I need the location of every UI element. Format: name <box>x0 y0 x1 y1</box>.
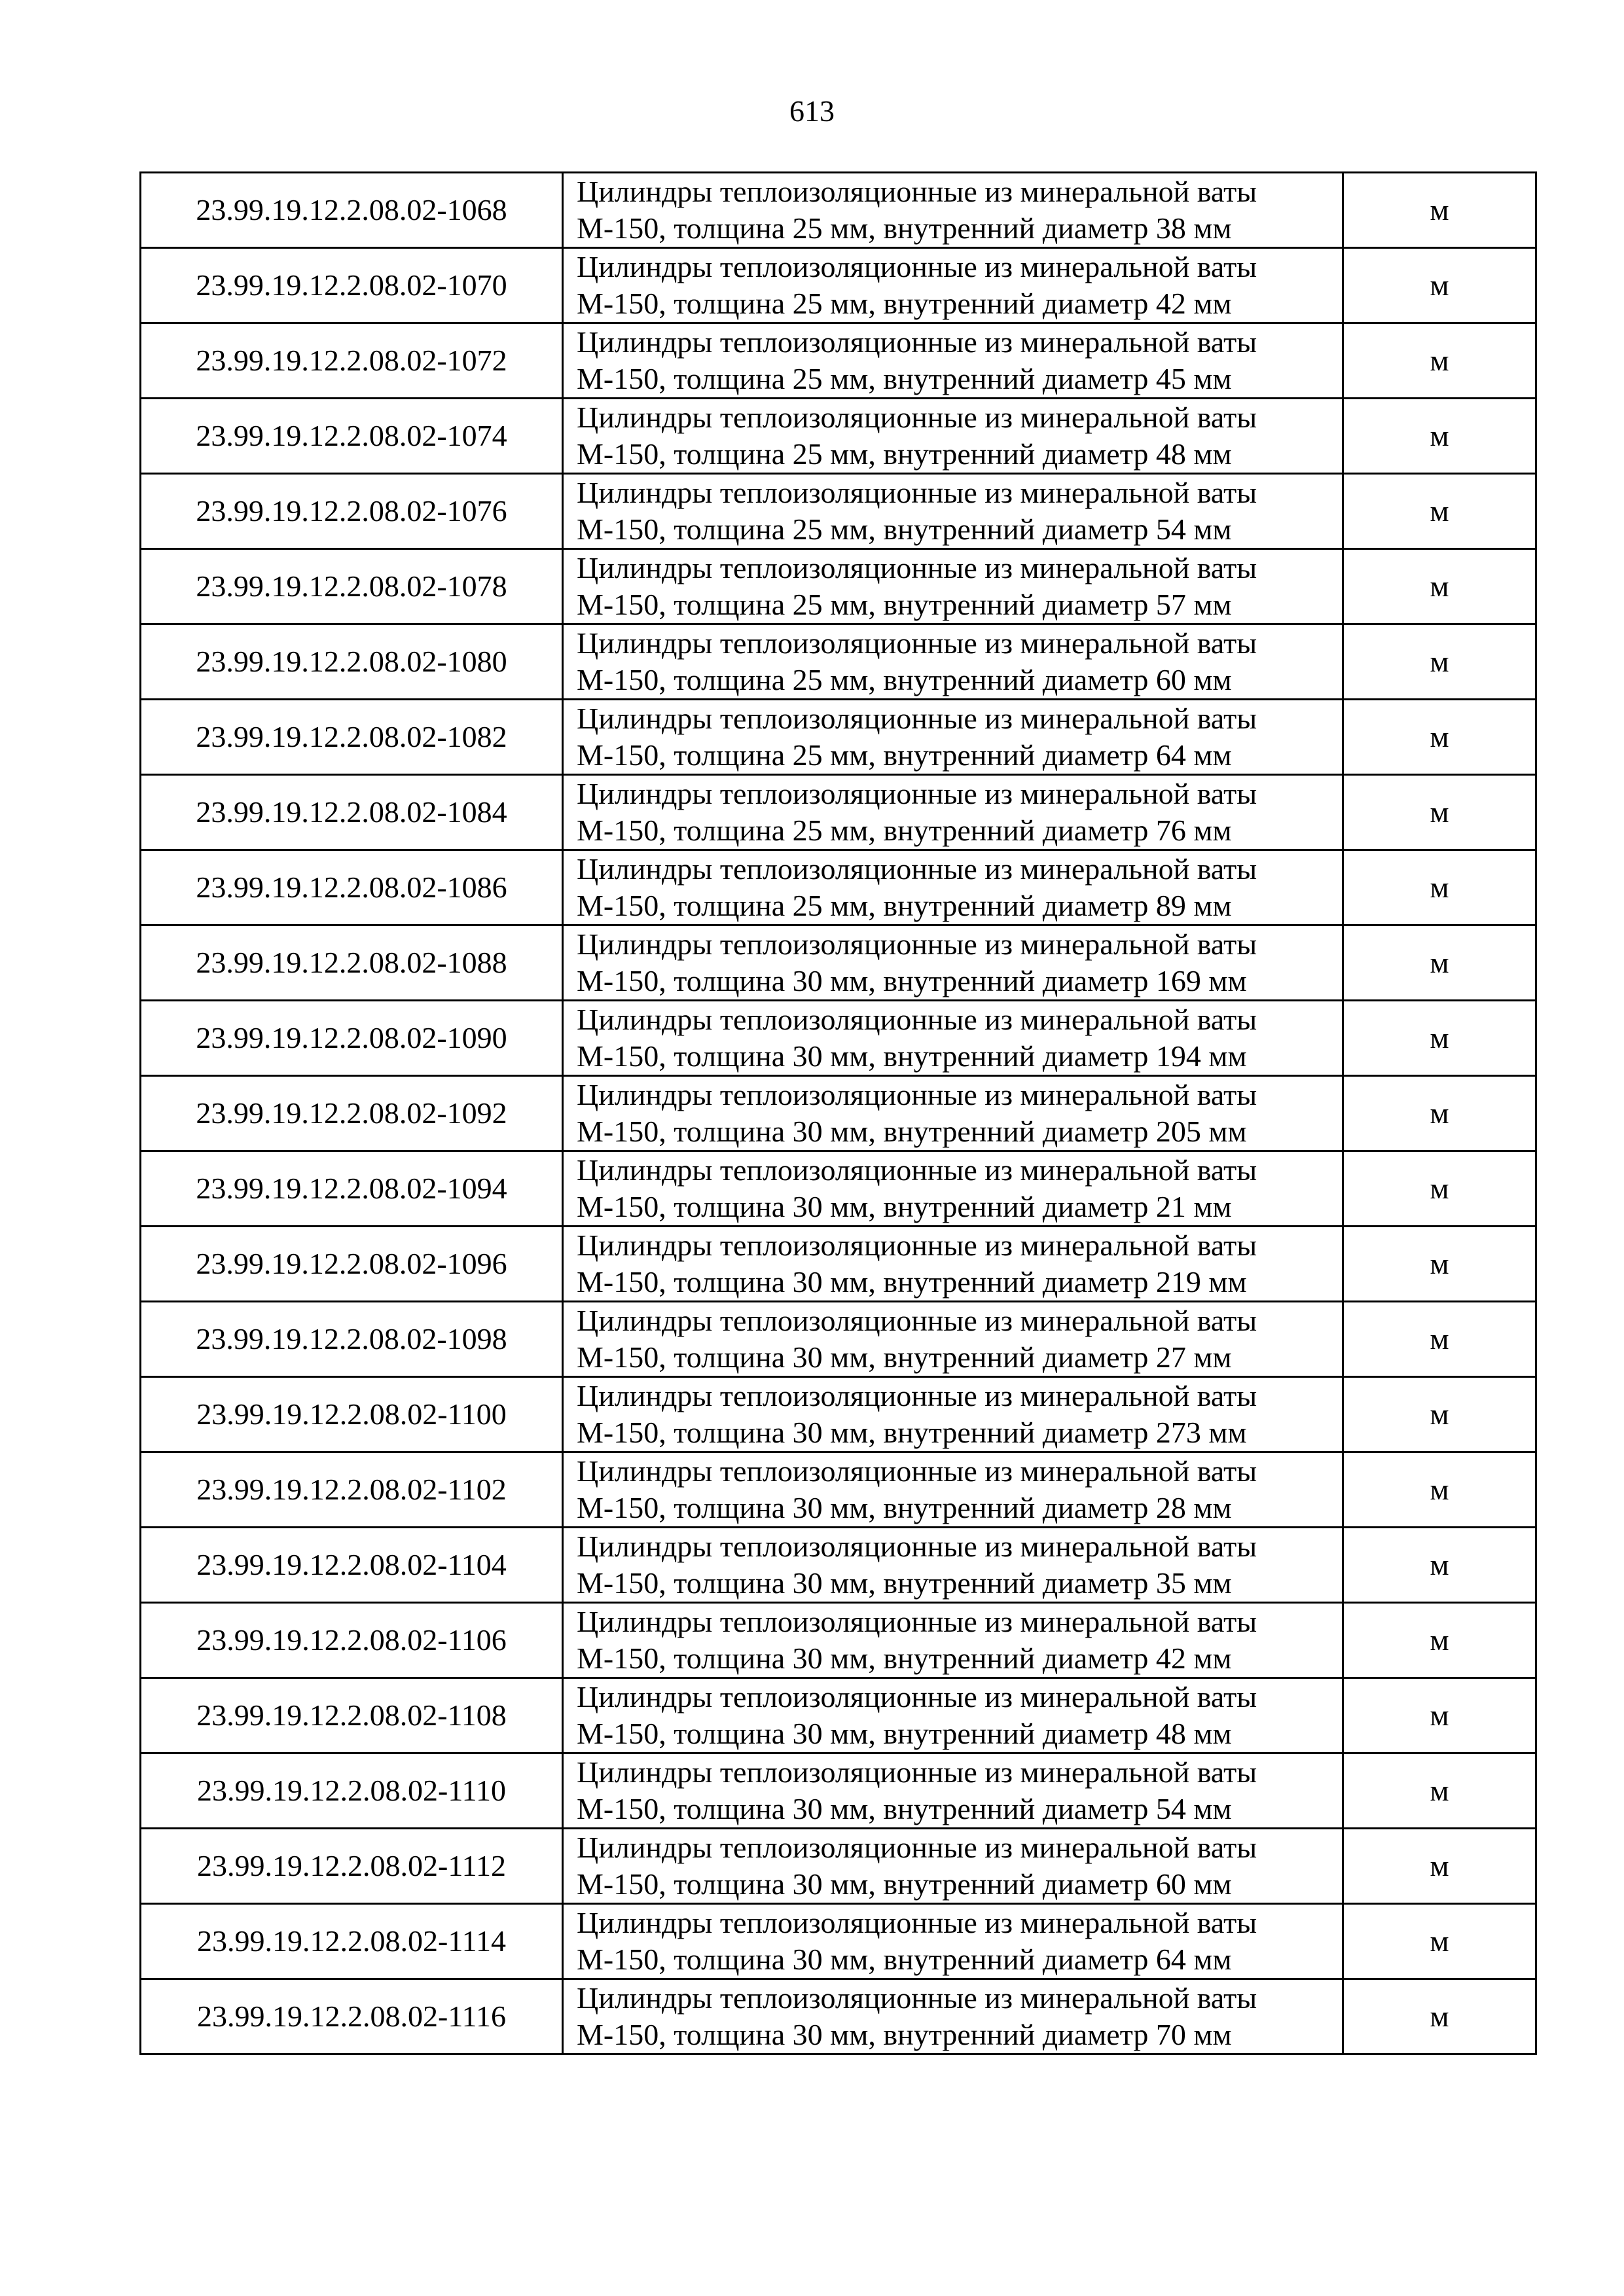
row-name <box>563 1753 1343 1829</box>
row-code: 23.99.19.12.2.08.02-1100 <box>141 1377 563 1452</box>
row-name-line-1: Цилиндры теплоизоляционные из минеральной ваты <box>577 250 1257 283</box>
materials-table <box>139 171 1537 2055</box>
row-unit: м <box>1343 1678 1536 1753</box>
row-code: 23.99.19.12.2.08.02-1106 <box>141 1603 563 1678</box>
row-name-line-2: М-150, толщина 30 мм, внутренний диаметр 70 мм <box>577 2018 1232 2051</box>
row-name-line-2: М-150, толщина 30 мм, внутренний диаметр 54 мм <box>577 1792 1232 1825</box>
table-row <box>141 1829 1536 1904</box>
row-unit: м <box>1343 1753 1536 1829</box>
row-unit: м <box>1343 1302 1536 1377</box>
row-name-line-2: М-150, толщина 25 мм, внутренний диаметр 38 мм <box>577 211 1232 245</box>
row-code: 23.99.19.12.2.08.02-1082 <box>141 700 563 775</box>
table-body <box>141 173 1536 2054</box>
row-name <box>563 1377 1343 1452</box>
row-unit: м <box>1343 1227 1536 1302</box>
row-name-line-2: М-150, толщина 25 мм, внутренний диаметр 57 мм <box>577 588 1232 621</box>
row-name-line-2: М-150, толщина 30 мм, внутренний диаметр 205 мм <box>577 1115 1247 1148</box>
row-unit: м <box>1343 925 1536 1001</box>
table-row <box>141 1227 1536 1302</box>
table-row <box>141 323 1536 399</box>
table-row <box>141 624 1536 700</box>
table-row <box>141 925 1536 1001</box>
row-name <box>563 474 1343 549</box>
row-unit: м <box>1343 173 1536 248</box>
row-unit: м <box>1343 1151 1536 1227</box>
row-code: 23.99.19.12.2.08.02-1080 <box>141 624 563 700</box>
row-name-line-1: Цилиндры теплоизоляционные из минеральной ваты <box>577 1831 1257 1864</box>
row-name-line-2: М-150, толщина 30 мм, внутренний диаметр 273 мм <box>577 1416 1247 1449</box>
row-name <box>563 700 1343 775</box>
row-unit: м <box>1343 1452 1536 1528</box>
row-unit: м <box>1343 549 1536 624</box>
row-name-line-1: Цилиндры теплоизоляционные из минеральной ваты <box>577 1605 1257 1638</box>
row-name-line-1: Цилиндры теплоизоляционные из минеральной ваты <box>577 1153 1257 1187</box>
row-name-line-2: М-150, толщина 30 мм, внутренний диаметр 21 мм <box>577 1190 1232 1223</box>
row-name-line-2: М-150, толщина 25 мм, внутренний диаметр 76 мм <box>577 814 1232 847</box>
row-name-line-1: Цилиндры теплоизоляционные из минеральной ваты <box>577 1906 1257 1939</box>
table-row <box>141 1452 1536 1528</box>
row-name-line-1: Цилиндры теплоизоляционные из минеральной ваты <box>577 1078 1257 1111</box>
row-code: 23.99.19.12.2.08.02-1076 <box>141 474 563 549</box>
row-code: 23.99.19.12.2.08.02-1070 <box>141 248 563 323</box>
row-unit: м <box>1343 1528 1536 1603</box>
row-name <box>563 925 1343 1001</box>
table-row <box>141 1678 1536 1753</box>
row-unit: м <box>1343 1904 1536 1979</box>
row-name-line-2: М-150, толщина 30 мм, внутренний диаметр 27 мм <box>577 1340 1232 1374</box>
row-name <box>563 624 1343 700</box>
row-unit: м <box>1343 1377 1536 1452</box>
table-row <box>141 1001 1536 1076</box>
row-code: 23.99.19.12.2.08.02-1074 <box>141 399 563 474</box>
row-name-line-2: М-150, толщина 25 мм, внутренний диаметр 42 мм <box>577 287 1232 320</box>
row-name-line-2: М-150, толщина 25 мм, внутренний диаметр 45 мм <box>577 362 1232 395</box>
row-name-line-2: М-150, толщина 30 мм, внутренний диаметр 169 мм <box>577 964 1247 997</box>
row-code: 23.99.19.12.2.08.02-1084 <box>141 775 563 850</box>
row-code: 23.99.19.12.2.08.02-1068 <box>141 173 563 248</box>
row-unit: м <box>1343 700 1536 775</box>
row-code: 23.99.19.12.2.08.02-1110 <box>141 1753 563 1829</box>
table-row <box>141 700 1536 775</box>
row-name <box>563 850 1343 925</box>
row-name-line-2: М-150, толщина 30 мм, внутренний диаметр 48 мм <box>577 1717 1232 1750</box>
row-name-line-2: М-150, толщина 30 мм, внутренний диаметр 219 мм <box>577 1265 1247 1299</box>
row-code: 23.99.19.12.2.08.02-1090 <box>141 1001 563 1076</box>
row-name-line-2: М-150, толщина 30 мм, внутренний диаметр 28 мм <box>577 1491 1232 1524</box>
table-row <box>141 248 1536 323</box>
row-name <box>563 1829 1343 1904</box>
row-name <box>563 1904 1343 1979</box>
row-name-line-2: М-150, толщина 25 мм, внутренний диаметр 48 мм <box>577 437 1232 471</box>
row-code: 23.99.19.12.2.08.02-1092 <box>141 1076 563 1151</box>
row-name-line-1: Цилиндры теплоизоляционные из минеральной ваты <box>577 325 1257 359</box>
row-name <box>563 1678 1343 1753</box>
row-code: 23.99.19.12.2.08.02-1096 <box>141 1227 563 1302</box>
row-code: 23.99.19.12.2.08.02-1116 <box>141 1979 563 2054</box>
row-name <box>563 1528 1343 1603</box>
row-unit: м <box>1343 624 1536 700</box>
row-unit: м <box>1343 775 1536 850</box>
table-row <box>141 1377 1536 1452</box>
row-unit: м <box>1343 850 1536 925</box>
row-name-line-1: Цилиндры теплоизоляционные из минеральной ваты <box>577 1755 1257 1789</box>
row-name <box>563 1227 1343 1302</box>
row-code: 23.99.19.12.2.08.02-1108 <box>141 1678 563 1753</box>
row-name-line-1: Цилиндры теплоизоляционные из минеральной ваты <box>577 927 1257 961</box>
row-name-line-2: М-150, толщина 30 мм, внутренний диаметр 42 мм <box>577 1641 1232 1675</box>
row-name-line-2: М-150, толщина 30 мм, внутренний диаметр 64 мм <box>577 1943 1232 1976</box>
row-unit: м <box>1343 1001 1536 1076</box>
row-name-line-1: Цилиндры теплоизоляционные из минеральной ваты <box>577 702 1257 735</box>
table-row <box>141 1528 1536 1603</box>
row-name <box>563 1076 1343 1151</box>
row-code: 23.99.19.12.2.08.02-1112 <box>141 1829 563 1904</box>
table-row <box>141 1904 1536 1979</box>
row-unit: м <box>1343 323 1536 399</box>
row-name-line-2: М-150, толщина 30 мм, внутренний диаметр 60 мм <box>577 1867 1232 1901</box>
row-name-line-1: Цилиндры теплоизоляционные из минеральной ваты <box>577 1229 1257 1262</box>
table-row <box>141 775 1536 850</box>
row-name-line-2: М-150, толщина 25 мм, внутренний диаметр 54 мм <box>577 512 1232 546</box>
row-name-line-1: Цилиндры теплоизоляционные из минеральной ваты <box>577 852 1257 886</box>
row-code: 23.99.19.12.2.08.02-1104 <box>141 1528 563 1603</box>
row-name <box>563 549 1343 624</box>
row-code: 23.99.19.12.2.08.02-1094 <box>141 1151 563 1227</box>
table-row <box>141 474 1536 549</box>
row-unit: м <box>1343 1076 1536 1151</box>
row-code: 23.99.19.12.2.08.02-1078 <box>141 549 563 624</box>
row-code: 23.99.19.12.2.08.02-1114 <box>141 1904 563 1979</box>
row-unit: м <box>1343 248 1536 323</box>
row-name-line-2: М-150, толщина 25 мм, внутренний диаметр 89 мм <box>577 889 1232 922</box>
row-name <box>563 1979 1343 2054</box>
table-row <box>141 1603 1536 1678</box>
table-row <box>141 399 1536 474</box>
row-name-line-2: М-150, толщина 25 мм, внутренний диаметр 60 мм <box>577 663 1232 696</box>
row-code: 23.99.19.12.2.08.02-1102 <box>141 1452 563 1528</box>
row-name-line-2: М-150, толщина 30 мм, внутренний диаметр 194 мм <box>577 1039 1247 1073</box>
table-row <box>141 850 1536 925</box>
row-name <box>563 1452 1343 1528</box>
row-name-line-1: Цилиндры теплоизоляционные из минеральной ваты <box>577 1680 1257 1713</box>
row-code: 23.99.19.12.2.08.02-1088 <box>141 925 563 1001</box>
row-name <box>563 399 1343 474</box>
row-name <box>563 248 1343 323</box>
row-name-line-2: М-150, толщина 30 мм, внутренний диаметр 35 мм <box>577 1566 1232 1600</box>
table-row <box>141 1076 1536 1151</box>
row-code: 23.99.19.12.2.08.02-1086 <box>141 850 563 925</box>
row-name-line-1: Цилиндры теплоизоляционные из минеральной ваты <box>577 551 1257 584</box>
row-name <box>563 1001 1343 1076</box>
row-unit: м <box>1343 399 1536 474</box>
table-row <box>141 1302 1536 1377</box>
row-unit: м <box>1343 1979 1536 2054</box>
row-name-line-1: Цилиндры теплоизоляционные из минеральной ваты <box>577 1003 1257 1036</box>
row-name-line-1: Цилиндры теплоизоляционные из минеральной ваты <box>577 401 1257 434</box>
table-row <box>141 1151 1536 1227</box>
table-row <box>141 1979 1536 2054</box>
row-unit: м <box>1343 1603 1536 1678</box>
row-name <box>563 775 1343 850</box>
row-name <box>563 1603 1343 1678</box>
row-name-line-1: Цилиндры теплоизоляционные из минеральной ваты <box>577 1981 1257 2015</box>
row-name-line-2: М-150, толщина 25 мм, внутренний диаметр 64 мм <box>577 738 1232 772</box>
row-name-line-1: Цилиндры теплоизоляционные из минеральной ваты <box>577 1530 1257 1563</box>
page-number: 613 <box>789 94 835 128</box>
table-row <box>141 549 1536 624</box>
row-name <box>563 1302 1343 1377</box>
row-unit: м <box>1343 1829 1536 1904</box>
table-row <box>141 173 1536 248</box>
row-unit: м <box>1343 474 1536 549</box>
row-name-line-1: Цилиндры теплоизоляционные из минеральной ваты <box>577 175 1257 208</box>
row-name <box>563 323 1343 399</box>
row-name-line-1: Цилиндры теплоизоляционные из минеральной ваты <box>577 476 1257 509</box>
row-name <box>563 173 1343 248</box>
row-name <box>563 1151 1343 1227</box>
row-name-line-1: Цилиндры теплоизоляционные из минеральной ваты <box>577 1304 1257 1337</box>
row-name-line-1: Цилиндры теплоизоляционные из минеральной ваты <box>577 1454 1257 1488</box>
row-name-line-1: Цилиндры теплоизоляционные из минеральной ваты <box>577 1379 1257 1412</box>
table-row <box>141 1753 1536 1829</box>
row-name-line-1: Цилиндры теплоизоляционные из минеральной ваты <box>577 777 1257 810</box>
row-name-line-1: Цилиндры теплоизоляционные из минеральной ваты <box>577 626 1257 660</box>
row-code: 23.99.19.12.2.08.02-1098 <box>141 1302 563 1377</box>
row-code: 23.99.19.12.2.08.02-1072 <box>141 323 563 399</box>
